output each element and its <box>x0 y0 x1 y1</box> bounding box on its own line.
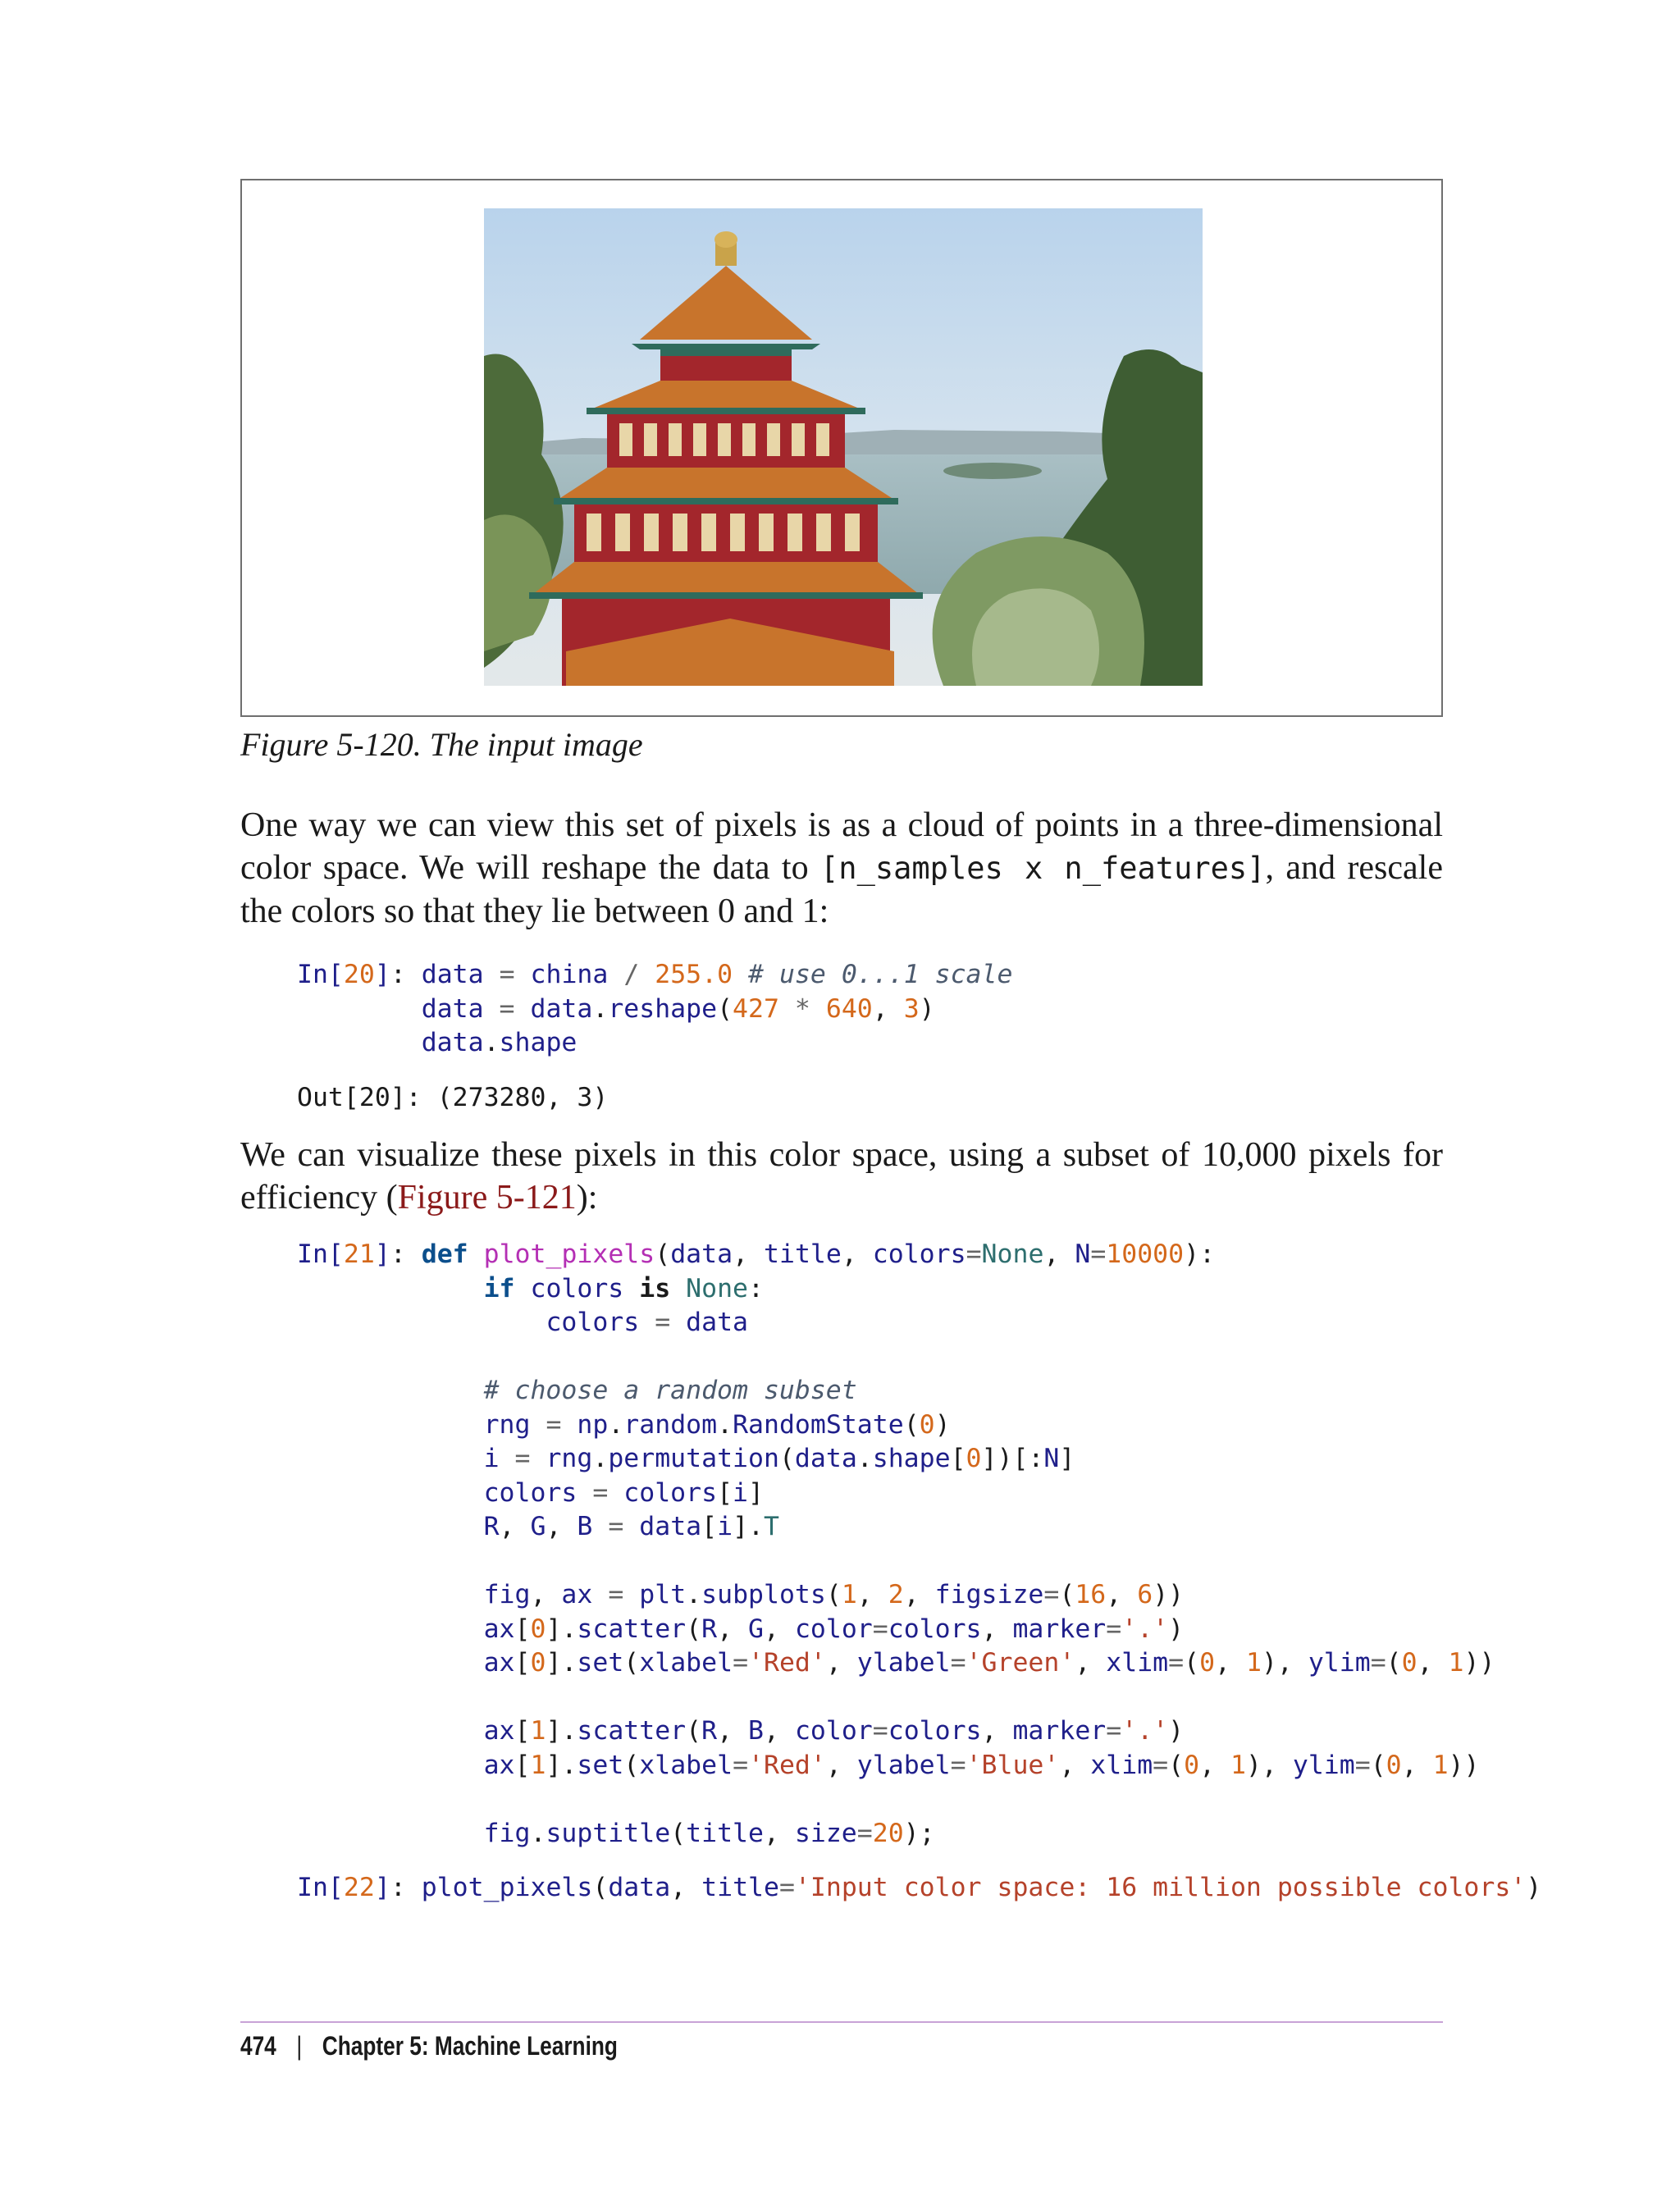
figure-frame <box>240 179 1443 717</box>
input-prompt: In[22] <box>297 1873 390 1902</box>
paragraph-text: ): <box>576 1179 598 1217</box>
output-prompt: Out[20]: <box>297 1083 422 1112</box>
paragraph-text: , and rescale the colors so that they lie between 0 and 1: <box>240 849 1443 930</box>
figure-link[interactable]: Figure 5-121 <box>397 1179 577 1217</box>
code-cell-20: In[20]: data = china / 255.0 # use 0...1 scale data = data.reshape(427 * 640, 3) data.shape <box>297 960 1013 1057</box>
footer-rule <box>240 2021 1443 2023</box>
figure-caption: Figure 5-120. The input image <box>240 726 643 763</box>
footer-separator: | <box>296 2031 303 2061</box>
pagoda-photo <box>484 208 1203 686</box>
page-footer <box>240 2031 618 2061</box>
code-cell-21: In[21]: def plot_pixels(data, title, colors=None, N=10000): if colors is None: colors = data # choose a random subset rng = np.random.RandomState(0) i = rng.permutation(data.shape[0])[:N] colors = colors[i] R, G, B = data[i].T fig, ax = plt.subplots(1, 2, figsize=(16, 6)) ax[0].scatter(R, G, color=colors, marker='.') ax[0].set(xlabel='Red', ylabel='Green', xlim=(0, 1), ylim=(0, 1)) ax[1].scatter(R, B, color=colors, marker='.') ax[1].set(xlabel='Red', ylabel='Blue', xlim=(0, 1), ylim=(0, 1)) fig.suptitle(title, size=20); <box>297 1239 1495 1848</box>
code-cell-22: In[22]: plot_pixels(data, title='Input color space: 16 million possible colors') <box>297 1873 1542 1902</box>
paragraph-reshape <box>240 804 1443 933</box>
paragraph-visualize <box>240 1134 1443 1219</box>
page-number: 474 <box>240 2031 276 2061</box>
paragraph-text: We can visualize these pixels in this color space, using a subset of 10,000 pixels for efficiency ( <box>240 1136 1443 1217</box>
input-prompt: In[21] <box>297 1239 390 1269</box>
paragraph-text: One way we can view this set of pixels is as a cloud of points in a three-dimensional color space. We will reshape the data to <box>240 806 1443 887</box>
inline-code: [n_samples x n_features] <box>820 851 1266 886</box>
input-prompt: In[20] <box>297 960 390 989</box>
output-cell-20 <box>297 1081 608 1116</box>
output-value: (273280, 3) <box>436 1083 609 1112</box>
chapter-title: Chapter 5: Machine Learning <box>322 2031 618 2061</box>
